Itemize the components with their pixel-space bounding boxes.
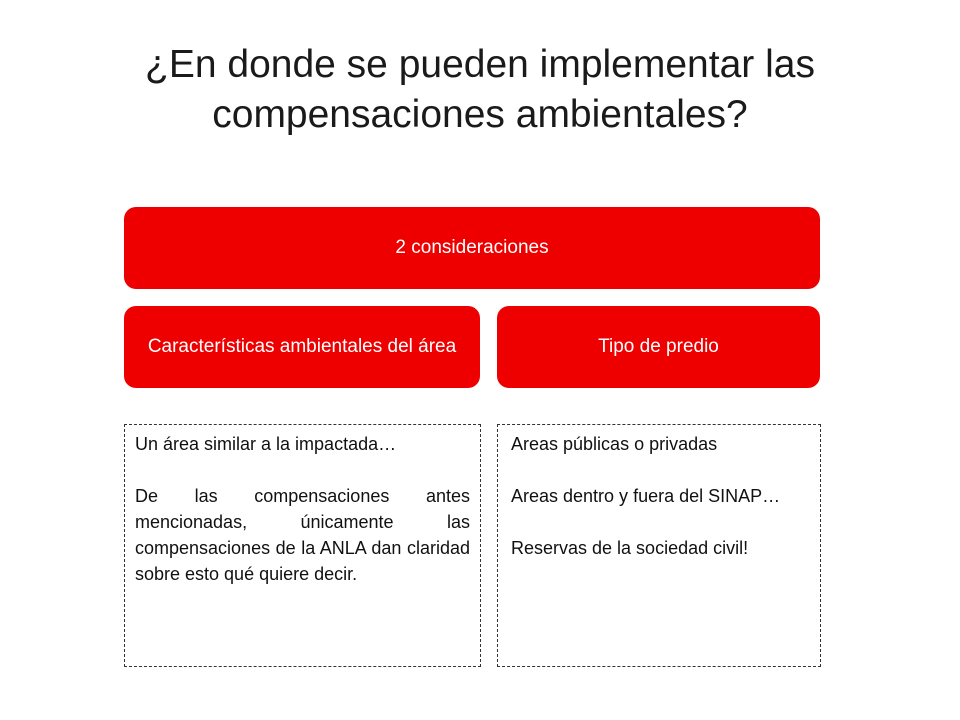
environmental-detail-2: De las compensaciones antes mencionadas, únicamente las compensaciones de la ANLA dan claridad sobre esto qué quiere decir.	[135, 486, 470, 584]
considerations-label: 2 consideraciones	[395, 237, 549, 258]
property-detail-3: Reservas de la sociedad civil!	[511, 538, 749, 558]
environmental-characteristics-box	[124, 306, 480, 388]
property-detail-1: Areas públicas o privadas	[511, 434, 718, 454]
property-type-label: Tipo de predio	[598, 336, 719, 357]
property-type-box	[497, 306, 820, 388]
property-detail-2: Areas dentro y fuera del SINAP…	[511, 486, 781, 506]
environmental-detail-1: Un área similar a la impactada…	[135, 434, 397, 454]
property-details-panel	[497, 424, 821, 667]
slide-title-line-2: compensaciones ambientales?	[212, 93, 748, 136]
slide-title-line-1: ¿En donde se pueden implementar las	[145, 43, 815, 86]
slide-title	[60, 40, 900, 140]
environmental-details-panel	[124, 424, 481, 667]
considerations-box	[124, 207, 820, 289]
environmental-characteristics-label: Características ambientales del área	[147, 336, 457, 357]
